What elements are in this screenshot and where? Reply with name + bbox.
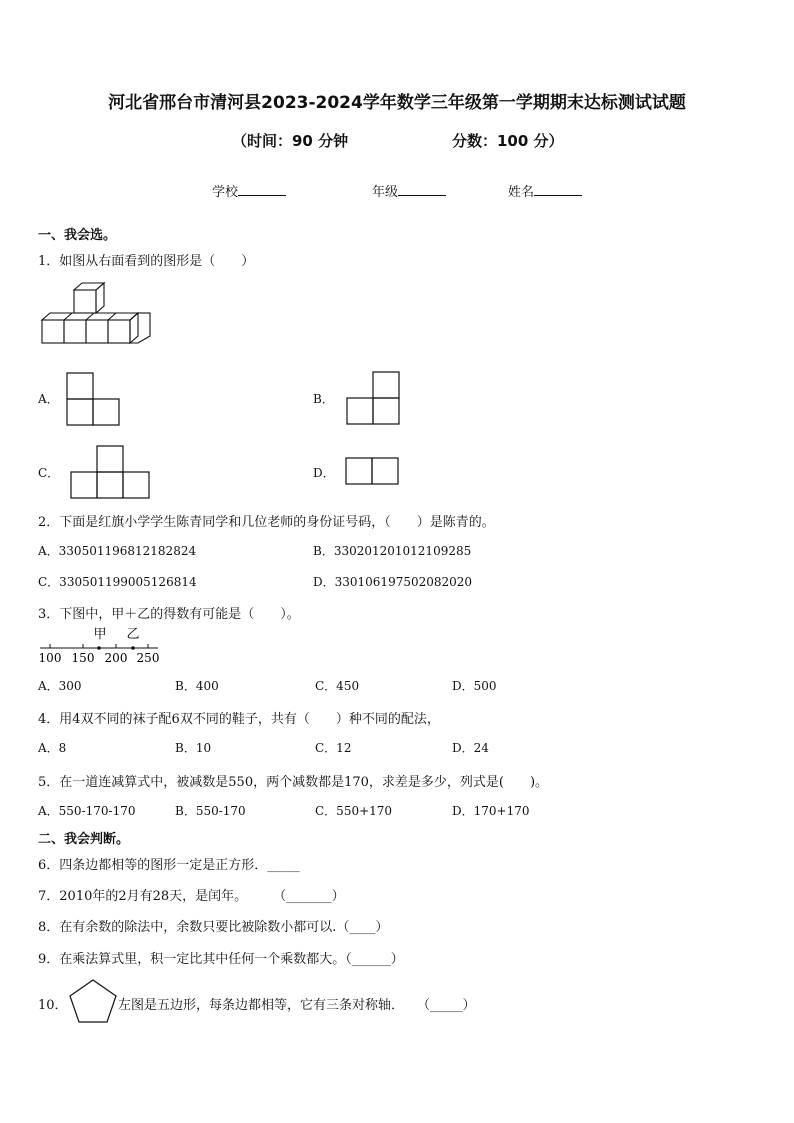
name-field[interactable] bbox=[508, 181, 582, 200]
q2-stem: 2．下面是红旗小学学生陈青同学和几位老师的身份证号码，（ ）是陈青的。 bbox=[38, 515, 495, 530]
grade-blank[interactable] bbox=[398, 183, 446, 196]
q3-option-a[interactable]: A．300 bbox=[38, 679, 82, 693]
q3-stem: 3．下图中，甲＋乙的得数有可能是（ ）。 bbox=[38, 607, 300, 622]
q5-option-a[interactable]: A．550-170-170 bbox=[38, 804, 136, 818]
q5-option-d[interactable]: D．170+170 bbox=[452, 804, 530, 818]
q5-option-c[interactable]: C．550+170 bbox=[315, 804, 393, 818]
q4-option-b[interactable]: B．10 bbox=[175, 741, 212, 755]
q3-option-c[interactable]: C．450 bbox=[315, 679, 360, 693]
q9-stem: 9．在乘法算式里，积一定比其中任何一个乘数都大。（______） bbox=[38, 952, 404, 967]
q3-option-d[interactable]: D．500 bbox=[452, 679, 497, 693]
school-field[interactable] bbox=[212, 181, 286, 200]
q1-option-b-label[interactable]: B． bbox=[313, 392, 334, 406]
q1-option-c-label[interactable]: C． bbox=[38, 466, 60, 480]
q3-point-jia: 甲 bbox=[93, 627, 107, 642]
q1-stem: 1．如图从右面看到的图形是（ ） bbox=[38, 254, 255, 269]
school-label: 学校 bbox=[212, 185, 239, 200]
q4-option-d[interactable]: D．24 bbox=[452, 741, 489, 755]
q1-option-c-figure[interactable] bbox=[70, 445, 150, 499]
q5-option-b[interactable]: B．550-170 bbox=[175, 804, 246, 818]
page-title: 河北省邢台市清河县2023-2024学年数学三年级第一学期期末达标测试试题 bbox=[108, 93, 686, 113]
q3-tick-150: 150 bbox=[71, 651, 95, 665]
q10-stem: 左图是五边形，每条边都相等，它有三条对称轴． （_____） bbox=[118, 998, 476, 1013]
q1-option-d-label[interactable]: D． bbox=[313, 466, 335, 480]
q7-stem: 7．2010年的2月有28天，是闰年。 （_______） bbox=[38, 889, 345, 904]
q10-number: 10． bbox=[38, 998, 68, 1013]
q3-tick-100: 100 bbox=[38, 651, 62, 665]
q4-option-a[interactable]: A．8 bbox=[38, 741, 67, 755]
q1-option-a-label[interactable]: A． bbox=[38, 392, 59, 406]
q4-option-c[interactable]: C．12 bbox=[315, 741, 352, 755]
q2-option-d[interactable]: D．330106197502082020 bbox=[313, 575, 473, 589]
name-label: 姓名 bbox=[508, 185, 535, 200]
grade-label: 年级 bbox=[372, 185, 399, 200]
q2-option-c[interactable]: C．330501199005126814 bbox=[38, 575, 197, 589]
q4-stem: 4．用4双不同的袜子配6双不同的鞋子，共有（ ）种不同的配法， bbox=[38, 712, 440, 727]
q2-option-b[interactable]: B．330201201012109285 bbox=[313, 544, 472, 558]
q3-number-line bbox=[38, 625, 163, 667]
q1-option-d-figure[interactable] bbox=[345, 457, 399, 485]
pentagon-figure bbox=[68, 978, 118, 1024]
q3-option-b[interactable]: B．400 bbox=[175, 679, 219, 693]
exam-time: （时间：90 分钟 bbox=[232, 132, 349, 150]
q8-stem: 8．在有余数的除法中，余数只要比被除数小都可以.（____） bbox=[38, 920, 389, 935]
section-1-heading: 一、我会选。 bbox=[38, 228, 117, 243]
q3-point-yi: 乙 bbox=[126, 627, 140, 642]
q1-option-b-figure[interactable] bbox=[346, 371, 400, 425]
q2-option-a[interactable]: A．330501196812182824 bbox=[38, 544, 197, 558]
school-blank[interactable] bbox=[238, 183, 286, 196]
q5-stem: 5．在一道连减算式中，被减数是550，两个减数都是170，求差是多少，列式是( )。 bbox=[38, 775, 549, 790]
exam-score: 分数：100 分） bbox=[452, 132, 564, 150]
q1-option-a-figure[interactable] bbox=[66, 372, 120, 426]
q6-stem: 6．四条边都相等的图形一定是正方形．_____ bbox=[38, 858, 300, 873]
section-2-heading: 二、我会判断。 bbox=[38, 832, 130, 847]
q1-cube-figure bbox=[40, 280, 160, 350]
q3-tick-200: 200 bbox=[104, 651, 128, 665]
q3-tick-250: 250 bbox=[136, 651, 160, 665]
name-blank[interactable] bbox=[534, 183, 582, 196]
grade-field[interactable] bbox=[372, 181, 446, 200]
